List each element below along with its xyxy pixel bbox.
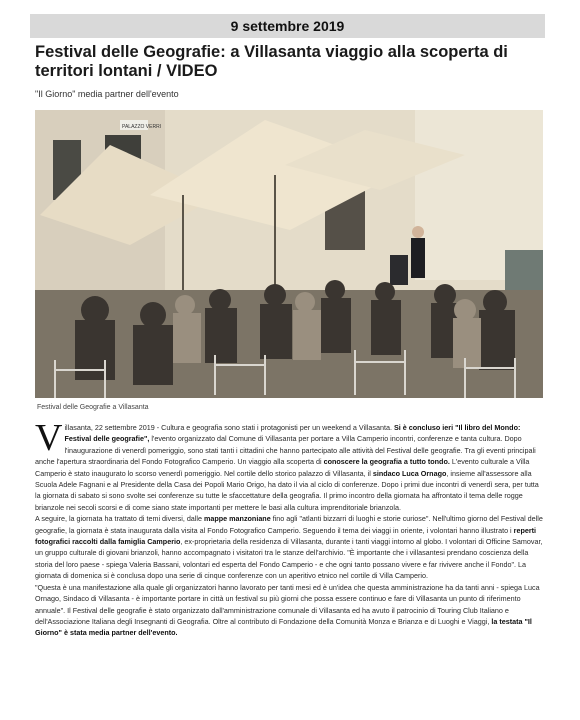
wall-sign-text: PALAZZO VERRI <box>122 124 162 130</box>
bold-text-run: conoscere la geografia a tutto tondo. <box>323 457 450 467</box>
text-run: l'evento organizzato dal Comune di Villasanta per portare a Villa Camperio incontri, conferenze e tanta cultura. Dopo l'inaugurazione di venerdì pomeriggio, sono stati tanti i cittadini che hanno partecipato alle attività del Festival delle geografie. Tra gli eventi principali anche l'apertura straordinaria del Fondo Fotografico Camperio. Un viaggio alla scoperta di <box>35 434 536 467</box>
paragraph-2 <box>35 513 545 581</box>
text-run: , insieme all'assessore alla Scuola Adele Fagnani e al Presidente della Casa dei Popoli Mario Origo, ha dato il via al ciclo di conferenze. Dopo i primi due incontri di venerdì sera, per tutta la giornata di sabato si sono svolte sei conferenze su tutte le sfaccettature della geografia. Il primo incontro della giornata ha affrontato il tema delle rogge brianzole nei secoli scorsi e di come siano state importanti per mettere le basi alla cultura imprenditoriale brianzola. <box>35 468 539 512</box>
article-photo[interactable] <box>35 110 543 398</box>
text-run: fino agli "atlanti bizzarri di luoghi e storie curiose". Nell'ultimo giorno del Festival delle geografie, la giornata è stata inaugurata dalla visita al Fondo Fotografico Camperio. Seguendo il tema dei viaggi in oriente, i volontari hanno illustrato i <box>35 514 543 535</box>
bold-text-run: sindaco Luca Ornago <box>372 468 447 478</box>
photo-caption: Festival delle Geografie a Villasanta <box>37 404 149 411</box>
bold-text-run: Si è concluso ieri "Il libro del Mondo: Festival delle geografie", <box>64 423 521 444</box>
date-banner: 9 settembre 2019 <box>30 14 545 38</box>
article-subtitle: "Il Giorno" media partner dell'evento <box>35 89 179 99</box>
text-run: "Questa è una manifestazione alla quale gli organizzatori hanno lavorato per tanti mesi ed è un'idea che questa amministrazione ha da tanti anni - spiega Luca Ornago, Sindaco di Villasanta - è importante portare in città un festival su più giorni che possa essere continuo e fare di Villasanta un punto di riferimento annuale". Il Festival delle geografie è stato organizzato dall'amministrazione comunale di Villasanta ed ha avuto il patrocinio di Touring Club Italiano e dell'Associazione Italiana degli Insegnanti di Geografia. Oltre al contributo di Fondazione della Comunità Monza e Brianza e di Luoghi e Viaggi, <box>35 582 540 626</box>
bold-text-run: mappe manzoniane <box>204 514 271 524</box>
drop-cap: V <box>35 417 63 459</box>
paragraph-1-content <box>35 417 539 512</box>
text-run: L'evento culturale a Villa Camperio è stato inaugurato lo scorso venerdì pomeriggio. Nel cortile dello storico palazzo di Villasanta, il <box>35 457 530 478</box>
paragraph-3 <box>35 582 545 639</box>
bold-text-run: reperti fotografici raccolti dalla famiglia Camperio <box>35 525 537 547</box>
bold-text-run: la testata "Il Giorno" è stata media partner dell'evento. <box>35 616 532 638</box>
photo-image <box>35 110 543 398</box>
article-headline[interactable]: Festival delle Geografie: a Villasanta viaggio alla scoperta di territori lontani / VIDEO <box>35 43 508 80</box>
text-run: illasanta, 22 settembre 2019 - Cultura e geografia sono stati i protagonisti per un weekend a Villasanta. <box>64 423 394 432</box>
text-run: A seguire, la giornata ha trattato di temi diversi, dalle <box>35 514 204 524</box>
article-body <box>35 417 545 639</box>
paragraph-1 <box>35 417 545 513</box>
text-run: , ex-proprietaria della residenza di Villasanta, durante i tanti viaggi intorno al globo. I volontari di Officine Samovar, un gruppo culturale di giovani brianzoli, hanno accompagnato i visitatori tra le stanze dell'archivio. "È importante che i villasantesi prendano coscienza della storia del loro paese - spiega Valeria Bassani, volontari ed esperta del Fondo Camperio - e che ogni tanto possano vivere e far rivivere anche il Fondo". La giornata di domenica si è conclusa dopo una serie di cinque conferenze con un aperitivo etnico nel cortile di Villa Camperio. <box>35 537 543 581</box>
